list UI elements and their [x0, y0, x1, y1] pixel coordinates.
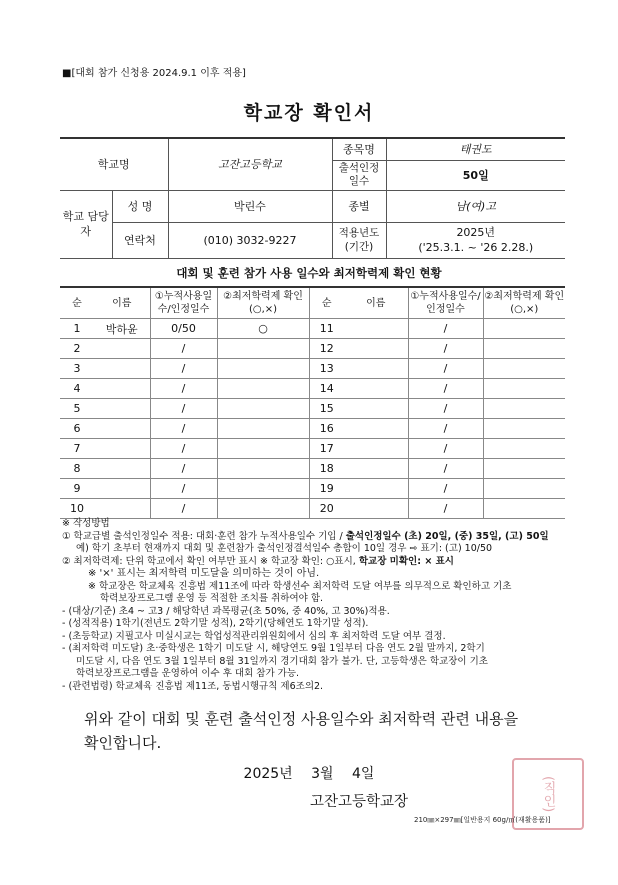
contact-label: 연락처 [112, 222, 168, 258]
confirmation-line-1: 위와 같이 대회 및 훈련 출석인정 사용일수와 최저학력 관련 내용을 [84, 710, 519, 728]
record-name [94, 359, 150, 379]
record-row [60, 479, 565, 499]
record-no: 10 [60, 499, 94, 519]
record-name [94, 419, 150, 439]
record-name-right [344, 399, 408, 419]
note-8c: 학력보장프로그램을 운영하여 이수 후 대회 참가 가능. [76, 668, 300, 679]
issue-date: 2025년 3월 4일 [243, 766, 375, 782]
record-days: 0/50 [150, 319, 217, 339]
name-label: 성 명 [112, 190, 168, 222]
header-check-right: ②최저학력제 확인(○,×) [483, 287, 565, 319]
record-no: 5 [60, 399, 94, 419]
header-days-right: ①누적사용일수/인정일수 [408, 287, 483, 319]
record-name [94, 499, 150, 519]
record-days-right: / [408, 399, 483, 419]
gender-value: 남(여)고 [386, 190, 565, 222]
note-2 [62, 556, 582, 569]
record-no: 2 [60, 339, 94, 359]
record-check [217, 399, 309, 419]
year-value: 2025년 [456, 226, 496, 239]
record-days: / [150, 479, 217, 499]
note-1 [62, 531, 582, 544]
record-days-right: / [408, 379, 483, 399]
school-value: 고잔고등학교 [168, 138, 332, 190]
record-name-right [344, 359, 408, 379]
note-3: ※ '×' 표시는 최저학력 미도달을 의미하는 것이 아님. [88, 568, 320, 579]
record-row [60, 359, 565, 379]
record-row [60, 459, 565, 479]
note-6: - (성적적용) 1학기(전년도 2학기말 성적), 2학기(당해연도 1학기말 성적). [62, 618, 369, 629]
record-days: / [150, 499, 217, 519]
note-4b: 학력보장프로그램 운영 등 적절한 조치를 취하여야 함. [100, 593, 324, 604]
record-no-right: 19 [309, 479, 344, 499]
record-days-right: / [408, 419, 483, 439]
record-days-right: / [408, 359, 483, 379]
record-no: 8 [60, 459, 94, 479]
record-check-right [483, 339, 565, 359]
contact-value: (010) 3032-9227 [168, 222, 332, 258]
note-5: - (대상/기준) 초4 ~ 고3 / 해당학년 과목평균(초 50%, 중 40%, 고 30%)적용. [62, 605, 390, 617]
header-check: ②최저학력제 확인(○,×) [217, 287, 309, 319]
header-no-right: 순 [309, 287, 344, 319]
note-1-text: ① 학교급별 출석인정일수 적용: 대회·훈련 참가 누적사용일수 기입 / [62, 530, 346, 542]
record-check: ○ [217, 319, 309, 339]
confirmation-line-2: 확인합니다. [84, 734, 162, 752]
event-label: 종목명 [332, 138, 386, 160]
record-days: / [150, 459, 217, 479]
principal-name: 고잔고등학교장 [310, 794, 409, 810]
record-name-right [344, 339, 408, 359]
record-row [60, 499, 565, 519]
record-no-right: 20 [309, 499, 344, 519]
record-name-right [344, 319, 408, 339]
record-row [60, 379, 565, 399]
record-name-right [344, 459, 408, 479]
record-name-right [344, 379, 408, 399]
note-1-example: 예) 학기 초부터 현재까지 대회 및 훈련참가 출석인정결석일수 총합이 10일 경우 ⇨ 표기: (고) 10/50 [76, 543, 493, 554]
top-note: ■[대회 참가 신청용 2024.9.1 이후 적용] [62, 68, 246, 79]
record-check-right [483, 439, 565, 459]
record-no: 9 [60, 479, 94, 499]
note-9: - (관련법령) 학교체육 진흥법 제11조, 동법시행규칙 제6조의2. [62, 680, 324, 692]
record-check [217, 359, 309, 379]
year-cell [386, 222, 565, 258]
record-check [217, 419, 309, 439]
record-no-right: 12 [309, 339, 344, 359]
record-no-right: 15 [309, 399, 344, 419]
record-days: / [150, 339, 217, 359]
record-days-right: / [408, 439, 483, 459]
attend-label: 출석인정 일수 [332, 160, 386, 190]
record-no: 6 [60, 419, 94, 439]
records-subtitle: 대회 및 훈련 참가 사용 일수와 최저학력제 확인 현황 [176, 266, 442, 280]
record-check-right [483, 479, 565, 499]
confirmation-text [84, 707, 584, 755]
records-table [60, 286, 565, 519]
record-no-right: 17 [309, 439, 344, 459]
seal-text: (직인) [540, 775, 556, 813]
name-value: 박린수 [168, 190, 332, 222]
record-days-right: / [408, 499, 483, 519]
record-name-right [344, 439, 408, 459]
record-name [94, 379, 150, 399]
record-days-right: / [408, 319, 483, 339]
record-check-right [483, 319, 565, 339]
record-check [217, 499, 309, 519]
record-row [60, 419, 565, 439]
period-value: ('25.3.1. ~ '26 2.28.) [418, 241, 534, 254]
record-row [60, 399, 565, 419]
record-check [217, 339, 309, 359]
record-check [217, 439, 309, 459]
record-no: 7 [60, 439, 94, 459]
note-8b: 미도달 시, 다음 연도 3월 1일부터 8월 31일까지 경기대회 참가 불가. 단, 고등학생은 학교장이 기초 [76, 655, 488, 667]
record-days-right: / [408, 339, 483, 359]
record-days: / [150, 379, 217, 399]
notes-heading: ※ 작성방법 [62, 518, 110, 529]
note-2-text: ② 최저학력제: 단위 학교에서 확인 여부만 표시 ※ 학교장 확인: ○표시, [62, 555, 359, 567]
record-name [94, 479, 150, 499]
note-4: ※ 학교장은 학교체육 진흥법 제11조에 따라 학생선수 최저학력 도달 여부를 의무적으로 확인하고 기초 [88, 580, 512, 592]
record-check-right [483, 459, 565, 479]
record-row [60, 319, 565, 339]
record-check-right [483, 419, 565, 439]
gender-label: 종별 [332, 190, 386, 222]
header-name: 이름 [94, 287, 150, 319]
event-value: 태권도 [386, 138, 565, 160]
record-check-right [483, 399, 565, 419]
record-no: 3 [60, 359, 94, 379]
record-days: / [150, 419, 217, 439]
note-2-bold: 학교장 미확인: × 표시 [358, 555, 454, 567]
instructions [62, 518, 582, 693]
record-check-right [483, 499, 565, 519]
record-check [217, 379, 309, 399]
school-label: 학교명 [60, 138, 168, 190]
record-days: / [150, 439, 217, 459]
record-row [60, 339, 565, 359]
paper-spec-footer: 210㎜×297㎜[일반용지 60g/㎡(재활용품)] [414, 816, 551, 824]
record-days-right: / [408, 459, 483, 479]
record-no: 1 [60, 319, 94, 339]
record-name: 박하윤 [94, 319, 150, 339]
header-no: 순 [60, 287, 94, 319]
record-no: 4 [60, 379, 94, 399]
record-days: / [150, 359, 217, 379]
record-no-right: 16 [309, 419, 344, 439]
record-no-right: 18 [309, 459, 344, 479]
record-name [94, 339, 150, 359]
record-check [217, 479, 309, 499]
document-title: 학교장 확인서 [243, 102, 375, 124]
record-no-right: 11 [309, 319, 344, 339]
header-days: ①누적사용일수/인정일수 [150, 287, 217, 319]
record-name-right [344, 499, 408, 519]
record-name [94, 399, 150, 419]
record-no-right: 13 [309, 359, 344, 379]
note-7: - (초등학교) 지필고사 미실시교는 학업성적관리위원회에서 심의 후 최저학력 도달 여부 결정. [62, 630, 446, 642]
record-check [217, 459, 309, 479]
record-check-right [483, 359, 565, 379]
manager-label: 학교 담당자 [60, 190, 112, 258]
note-8: - (최저학력 미도달) 초·중학생은 1학기 미도달 시, 해당연도 9월 1일부터 다음 연도 2월 말까지, 2학기 [62, 643, 485, 654]
record-check-right [483, 379, 565, 399]
header-name-right: 이름 [344, 287, 408, 319]
info-table [60, 137, 565, 259]
record-no-right: 14 [309, 379, 344, 399]
record-row [60, 439, 565, 459]
record-name-right [344, 419, 408, 439]
note-1-bold: 출석인정일수 (초) 20일, (중) 35일, (고) 50일 [345, 530, 549, 542]
record-days-right: / [408, 479, 483, 499]
record-name-right [344, 479, 408, 499]
record-name [94, 439, 150, 459]
records-header-row [60, 287, 565, 319]
year-label: 적용년도 (기간) [332, 222, 386, 258]
record-days: / [150, 399, 217, 419]
attend-value: 50일 [386, 160, 565, 190]
record-name [94, 459, 150, 479]
